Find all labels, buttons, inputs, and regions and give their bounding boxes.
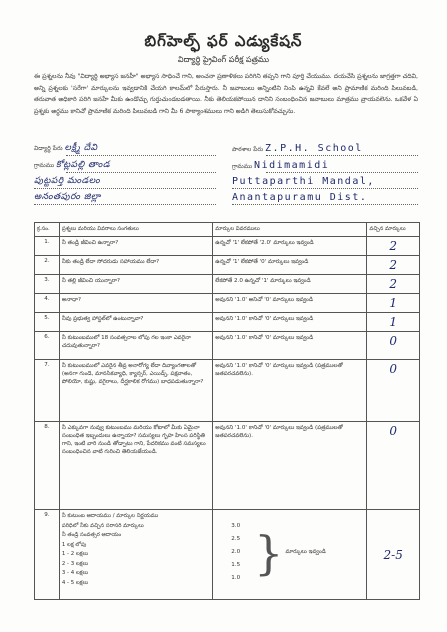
village-value: కోట్లపల్లి తాండ [56,160,110,170]
row-question: అనాధా? [59,294,212,313]
row-question: నీ తల్లి జీవించి యున్నారా? [59,275,212,294]
table-row [35,360,420,422]
village-en-field [232,160,329,171]
brace-icon: } [254,525,284,580]
village-en-underline [266,172,418,173]
row-number: 2. [35,256,60,275]
row-number: 5. [35,313,60,332]
mandal-en-field [232,176,375,187]
district-underline [34,204,216,205]
mandal-value: పుట్టపర్తి మండలం [34,176,101,186]
district-en-field [232,192,367,203]
row-score: 1 [389,315,398,329]
income-sub-line: నీ తండ్రి సంవత్సర ఆదాయం [61,532,122,538]
income-sub-line: 4 - 5 లక్షలు [61,579,89,586]
mandal-underline [34,188,216,189]
row-marks-detail: ఉన్నచో '1' లేకపోతే '2.0' మార్కులు ఇవ్వండి [213,237,367,256]
row-number: 9. [35,510,60,600]
header-question: ప్రశ్నలు మరియు వివరాలు సంగతులు [59,223,212,237]
row-question: నీకు తండ్రి లేదా సోదరుడు సహాయము లేదా? [59,256,212,275]
table-row [35,510,420,600]
table-row [35,332,420,360]
scale-value: 1.0 [231,575,241,581]
row-score: 2 [389,239,398,253]
income-marks-scale [213,510,367,600]
row-score: 0 [389,424,398,438]
table-row [35,256,420,275]
student-name-label: విద్యార్థి పేరు [34,145,63,152]
instructions-paragraph: ఈ ప్రశ్నలను నీవు "విద్యార్థి అభ్యాస జనహీ" అభ్యాస సాధించే గాని, అంచనా ప్రణాళికలు పరిగిని తప్పని గాని పూర్తి చేయుము. దయచేసి ప్రశ్నలను జాగ్రత్తగా చదివి, అన్ని ప్రశ్నలకు 'సరేగా' మార్కులను ఇవ్వడానికి చేయగి కాలమ్‌లో పేరుస్తారు. నీ జవాబులు అన్నింటిని నింపి ఉన్నవి కేవలే అని ప్రామాణిక మరింది పిలువబడి, తరువాత అధికారి పరిగి జనహే మీకు ఉండొచ్చు గుర్తుచుండబడతాయి. నీకు తెలియకపోయిన దానిని సంబంధించిన జవాబులు మాత్రము వ్రాయవలెను. ఒకవేళ ఏ ప్రశ్నకు అర్థము కానిచో ప్రామాణిక మరింది పిలువబడి గాని మీ 6 పాఠ్యాంశములు గాని అడిగి తెలుసుకోవచ్చును. [34,73,418,115]
village-en-value: Nidimamidi [254,160,330,171]
row-score: 0 [389,362,398,376]
scale-value: 1.5 [231,562,241,568]
row-question: నీవు ప్రభుత్వ హాస్టల్‌లో ఉంటున్నావా? [59,313,212,332]
district-en-underline [232,204,418,205]
row-marks-detail: అవునని '1.0' కానిచో '0' మార్కులు ఇవ్వండి (పత్రములతో జతపరచవలెను). [213,422,367,510]
school-name-field [232,143,363,154]
row-score: 0 [389,334,398,348]
table-row [35,313,420,332]
header-serial: క్ర.సం. [35,223,60,237]
row-number: 6. [35,332,60,360]
row-number: 8. [35,422,60,510]
survey-table [34,222,420,600]
row-score: 2-5 [383,547,403,562]
income-sub-line: 3 - 4 లక్షలు [61,570,89,576]
page-title: బిగ్‌హెల్ఫ్ ఫర్ ఎడ్యుకేషన్ [144,32,303,50]
mandal-en-underline [232,188,418,189]
income-sub-line: 1 - 2 లక్షలు [61,551,89,557]
mandal-en-value: Puttaparthi Mandal, [232,176,375,187]
village-en-label: గ్రామము [232,163,253,170]
district-en-value: Anantapuramu Dist. [232,192,368,203]
row-score: 2 [389,277,398,291]
scale-value: 2.0 [231,549,241,555]
student-name-value: లక్ష్మీ దేవి [64,143,98,153]
row-question: నీ కుటుంబములో ఎవరైన తీవ్ర అనారోగ్య లేదా దివ్యాంగతాలతో (అనగా గుండె, మానసికవ్యాధి, క్యాన్సర్, ఎయిడ్స్, పక్షవాతం, పోలియో, కుష్టు, వగైరాలు, దీర్ఘకాలిక రోగము) బాధపడుతున్నారా? [59,360,212,422]
table-row [35,294,420,313]
row-score: 1 [389,296,398,310]
row-number: 7. [35,360,60,422]
school-name-value: Z.P.H. School [265,143,363,154]
row-question: నీ కుటుంబములో 18 సంవత్సరాల లోపు గల ఇంకా ఎవరైనా చదువుతున్నారా? [59,332,212,360]
page-subtitle: విద్యార్థి ప్రైవింగ్ పరీక్ష పత్రము [177,55,270,64]
row-question: నీ ఎక్కువగా నువ్వు కుటుంబము మరియు కోటాలో మీకు ఏమైనా సంబంధిత ఇబ్బందులు ఉన్నాయా? సమస్యలు గృహ హింస పరిస్థితి గాని, ఇంటి వారి నుండి తోడ్పాటు గాని, పేదరికము వంటి సమస్యలు సంబంధించిన వాటి గురించి తెలియజేయండి. [59,422,212,510]
row-number: 4. [35,294,60,313]
row-number: 1. [35,237,60,256]
school-name-label: పాఠశాల పేరు [232,146,264,153]
row-score: 2 [389,258,398,272]
village-label: గ్రామము [34,162,55,169]
scale-label: మార్కులు ఇవ్వండి [285,549,326,555]
income-sub-line: 2 - 3 లక్షలు [61,560,89,567]
income-sub-line: 1 లక్ష లోపు [61,541,87,548]
row-question: నీ తండ్రి జీవించి ఉన్నారా? [59,237,212,256]
income-sub-line: పరిధిలో నీకు వచ్చిన సరాసరి మార్కులు [61,522,144,529]
student-name-field [34,143,98,155]
row-marks-detail: అవునని '1.0' కానిచో '0' మార్కులు ఇవ్వండి [213,313,367,332]
village-underline [66,172,216,173]
mandal-field [34,176,100,188]
row-marks-detail: ఉన్నచో '1' లేకపోతే '0' మార్కులు ఇవ్వండి [213,256,367,275]
scale-value: 2.5 [231,536,241,542]
table-row [35,237,420,256]
table-row [35,275,420,294]
row-marks-detail: అవునని '1.0' కానిచో '0' మార్కులు ఇవ్వండి [213,332,367,360]
income-question: నీ కుటుంబ ఆదాయము / మార్కుల నిర్ణయము [61,513,159,519]
village-field [34,160,110,172]
table-header-row [35,223,420,237]
row-question-income [59,510,212,600]
district-value: అనంతపురం జిల్లా [34,192,101,202]
student-name-underline [66,155,216,156]
district-field [34,192,101,204]
row-marks-detail: అవునని '1.0' అనిచో '0' మార్కులు ఇవ్వండి [213,294,367,313]
row-marks-detail: లేకపోతే 2.0 ఉన్నచో '1' మార్కులు ఇవ్వండి [213,275,367,294]
header-marks-detail: మార్కుల వివరములు [213,223,367,237]
header-score: వచ్చిన మార్కులు [367,223,420,237]
row-number: 3. [35,275,60,294]
row-marks-detail: అవునని '1.0' కానిచో '0' మార్కులు ఇవ్వండి (పత్రములతో జతపరచవలెను). [213,360,367,422]
scale-value: 3.0 [231,523,241,529]
table-row [35,422,420,510]
school-name-underline [266,155,418,156]
